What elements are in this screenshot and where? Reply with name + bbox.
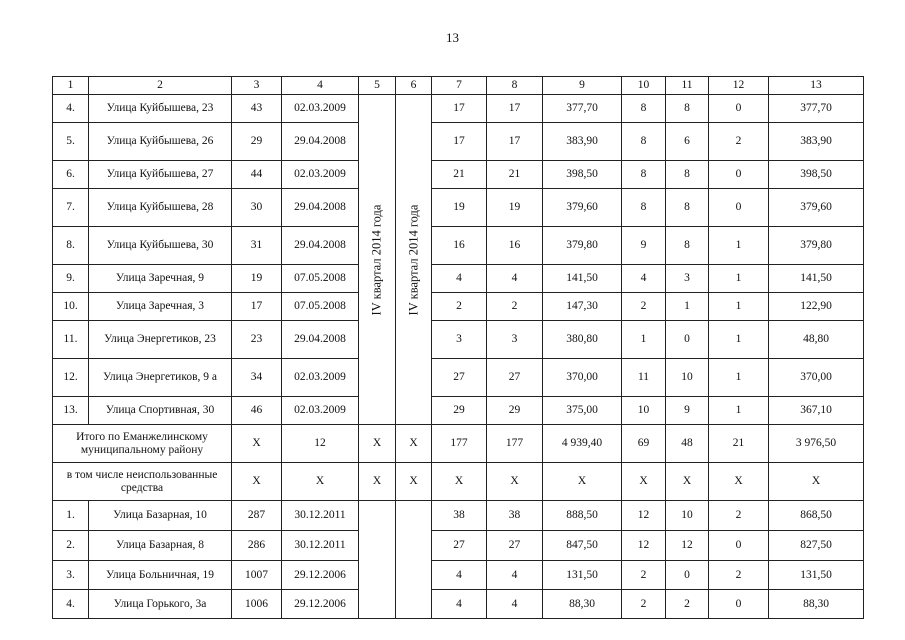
date-cell: 29.12.2006 [282,590,359,619]
address-cell: Улица Куйбышева, 26 [89,123,232,161]
table-row [53,501,864,531]
cell: 3 [432,321,487,359]
address-cell: Улица Куйбышева, 30 [89,227,232,265]
quarter-label: IV квартал 2014 года [406,204,420,315]
cell: 4 [432,561,487,590]
cell: 88,30 [543,590,622,619]
quarter-cell-col6 [396,95,432,425]
quarter-label: IV квартал 2014 года [369,204,384,315]
page-number: 13 [446,30,459,45]
row-number: 11. [53,321,89,359]
cell: X [432,463,487,501]
column-header: 1 [53,77,89,95]
column-header: 7 [432,77,487,95]
row-number: 3. [53,561,89,590]
cell: 3 [487,321,543,359]
column-header: 8 [487,77,543,95]
cell: 287 [232,501,282,531]
cell: 131,50 [543,561,622,590]
cell: 17 [432,95,487,123]
cell: 2 [432,293,487,321]
row-number: 4. [53,590,89,619]
cell: 177 [487,425,543,463]
column-header: 4 [282,77,359,95]
table-row [53,189,864,227]
quarter-cell-col5 [359,95,396,425]
row-number: 8. [53,227,89,265]
cell: X [769,463,864,501]
cell: 2 [622,561,666,590]
table-row [53,321,864,359]
column-header: 11 [666,77,709,95]
total-row [53,425,864,463]
cell: 21 [487,161,543,189]
cell: 0 [709,531,769,561]
row-number: 9. [53,265,89,293]
date-cell: 07.05.2008 [282,265,359,293]
row-number: 4. [53,95,89,123]
cell: 370,00 [543,359,622,397]
cell: 0 [709,189,769,227]
cell: 31 [232,227,282,265]
cell: 398,50 [769,161,864,189]
cell: 8 [622,161,666,189]
row-number: 2. [53,531,89,561]
cell: 8 [666,227,709,265]
cell: 4 [432,590,487,619]
cell: 377,70 [543,95,622,123]
cell: 12 [622,531,666,561]
date-cell: 30.12.2011 [282,531,359,561]
cell: 379,60 [543,189,622,227]
cell: 380,80 [543,321,622,359]
date-cell: 29.04.2008 [282,227,359,265]
cell: 12 [622,501,666,531]
cell: 1007 [232,561,282,590]
address-cell: Улица Энергетиков, 23 [89,321,232,359]
cell: X [232,425,282,463]
cell: 2 [487,293,543,321]
cell: 8 [622,123,666,161]
table-row [53,161,864,189]
cell: 34 [232,359,282,397]
cell: 10 [666,501,709,531]
cell: X [396,425,432,463]
cell: 4 [622,265,666,293]
total-label: Итого по Еманжелинскому муниципальному району [53,425,232,463]
column-header: 2 [89,77,232,95]
cell: X [666,463,709,501]
cell: 29 [432,397,487,425]
cell: 131,50 [769,561,864,590]
address-cell: Улица Горького, 3а [89,590,232,619]
date-cell: 02.03.2009 [282,95,359,123]
cell: X [359,463,396,501]
date-cell: 30.12.2011 [282,501,359,531]
unused-funds-label: в том числе неиспользованные средства [53,463,232,501]
cell: 29 [232,123,282,161]
cell: 4 [487,590,543,619]
cell: 379,80 [769,227,864,265]
column-header: 13 [769,77,864,95]
cell: 370,00 [769,359,864,397]
cell: 8 [622,95,666,123]
cell: 16 [487,227,543,265]
cell: 177 [432,425,487,463]
cell: 27 [487,531,543,561]
address-cell: Улица Куйбышева, 23 [89,95,232,123]
cell: 1 [709,265,769,293]
cell: 141,50 [769,265,864,293]
cell: 17 [487,95,543,123]
cell: 3 976,50 [769,425,864,463]
housing-register-table [52,76,864,619]
column-header: 5 [359,77,396,95]
cell: 0 [709,95,769,123]
cell: 122,90 [769,293,864,321]
column-header: 12 [709,77,769,95]
row-number: 1. [53,501,89,531]
cell: 868,50 [769,501,864,531]
row-number: 6. [53,161,89,189]
cell: 11 [622,359,666,397]
address-cell: Улица Куйбышева, 28 [89,189,232,227]
cell: 375,00 [543,397,622,425]
cell: 10 [666,359,709,397]
cell: X [359,425,396,463]
header-row [53,77,864,95]
table-row [53,95,864,123]
date-cell: 02.03.2009 [282,397,359,425]
cell: 827,50 [769,531,864,561]
address-cell: Улица Больничная, 19 [89,561,232,590]
address-cell: Улица Спортивная, 30 [89,397,232,425]
cell: 27 [432,531,487,561]
table-row [53,227,864,265]
cell: 286 [232,531,282,561]
cell: 379,60 [769,189,864,227]
cell: 30 [232,189,282,227]
cell: 21 [709,425,769,463]
cell: X [282,463,359,501]
date-cell: 29.12.2006 [282,561,359,590]
cell: 0 [709,590,769,619]
column-header: 10 [622,77,666,95]
address-cell: Улица Заречная, 9 [89,265,232,293]
date-cell: 29.04.2008 [282,123,359,161]
cell: 12 [282,425,359,463]
cell: 2 [666,590,709,619]
row-number: 7. [53,189,89,227]
row-number: 10. [53,293,89,321]
cell: 69 [622,425,666,463]
table-row [53,265,864,293]
cell: 1 [622,321,666,359]
cell: 1 [709,321,769,359]
cell: 367,10 [769,397,864,425]
cell: 4 [487,265,543,293]
date-cell: 07.05.2008 [282,293,359,321]
cell: X [709,463,769,501]
cell: 398,50 [543,161,622,189]
cell: 9 [622,227,666,265]
cell: 1 [666,293,709,321]
cell: 21 [432,161,487,189]
cell: 48,80 [769,321,864,359]
cell: X [232,463,282,501]
cell: 1 [709,359,769,397]
cell: 8 [666,189,709,227]
column-header: 9 [543,77,622,95]
cell: 1006 [232,590,282,619]
cell: 0 [709,161,769,189]
date-cell: 02.03.2009 [282,359,359,397]
cell: 8 [666,161,709,189]
address-cell: Улица Заречная, 3 [89,293,232,321]
date-cell: 29.04.2008 [282,321,359,359]
table-row [53,123,864,161]
cell: 4 [487,561,543,590]
cell: 2 [709,501,769,531]
cell: 16 [432,227,487,265]
unused-funds-row [53,463,864,501]
cell: 46 [232,397,282,425]
column-header: 3 [232,77,282,95]
table-row [53,293,864,321]
cell: 141,50 [543,265,622,293]
cell: 2 [622,293,666,321]
cell: 12 [666,531,709,561]
empty-cell-col6 [396,501,432,619]
table-row [53,359,864,397]
cell: X [543,463,622,501]
cell: 27 [432,359,487,397]
cell: 44 [232,161,282,189]
address-cell: Улица Базарная, 10 [89,501,232,531]
cell: 0 [666,321,709,359]
cell: 383,90 [543,123,622,161]
cell: 3 [666,265,709,293]
cell: 9 [666,397,709,425]
address-cell: Улица Базарная, 8 [89,531,232,561]
address-cell: Улица Энергетиков, 9 а [89,359,232,397]
cell: 19 [432,189,487,227]
table-row [53,590,864,619]
cell: 4 939,40 [543,425,622,463]
cell: 1 [709,293,769,321]
cell: 147,30 [543,293,622,321]
cell: 2 [622,590,666,619]
cell: 888,50 [543,501,622,531]
cell: 29 [487,397,543,425]
cell: 0 [666,561,709,590]
cell: 2 [709,561,769,590]
cell: 19 [487,189,543,227]
cell: 2 [709,123,769,161]
cell: 1 [709,227,769,265]
cell: 1 [709,397,769,425]
cell: 379,80 [543,227,622,265]
cell: 10 [622,397,666,425]
cell: 17 [432,123,487,161]
date-cell: 02.03.2009 [282,161,359,189]
table-row [53,397,864,425]
cell: X [622,463,666,501]
cell: 847,50 [543,531,622,561]
table-row [53,531,864,561]
cell: 17 [487,123,543,161]
cell: 43 [232,95,282,123]
date-cell: 29.04.2008 [282,189,359,227]
row-number: 13. [53,397,89,425]
cell: X [487,463,543,501]
cell: 377,70 [769,95,864,123]
cell: 38 [487,501,543,531]
cell: 17 [232,293,282,321]
table-row [53,561,864,590]
address-cell: Улица Куйбышева, 27 [89,161,232,189]
cell: 19 [232,265,282,293]
cell: 27 [487,359,543,397]
cell: 6 [666,123,709,161]
cell: X [396,463,432,501]
cell: 383,90 [769,123,864,161]
cell: 8 [622,189,666,227]
cell: 88,30 [769,590,864,619]
cell: 4 [432,265,487,293]
cell: 23 [232,321,282,359]
cell: 38 [432,501,487,531]
row-number: 12. [53,359,89,397]
cell: 48 [666,425,709,463]
column-header: 6 [396,77,432,95]
row-number: 5. [53,123,89,161]
empty-cell-col5 [359,501,396,619]
cell: 8 [666,95,709,123]
